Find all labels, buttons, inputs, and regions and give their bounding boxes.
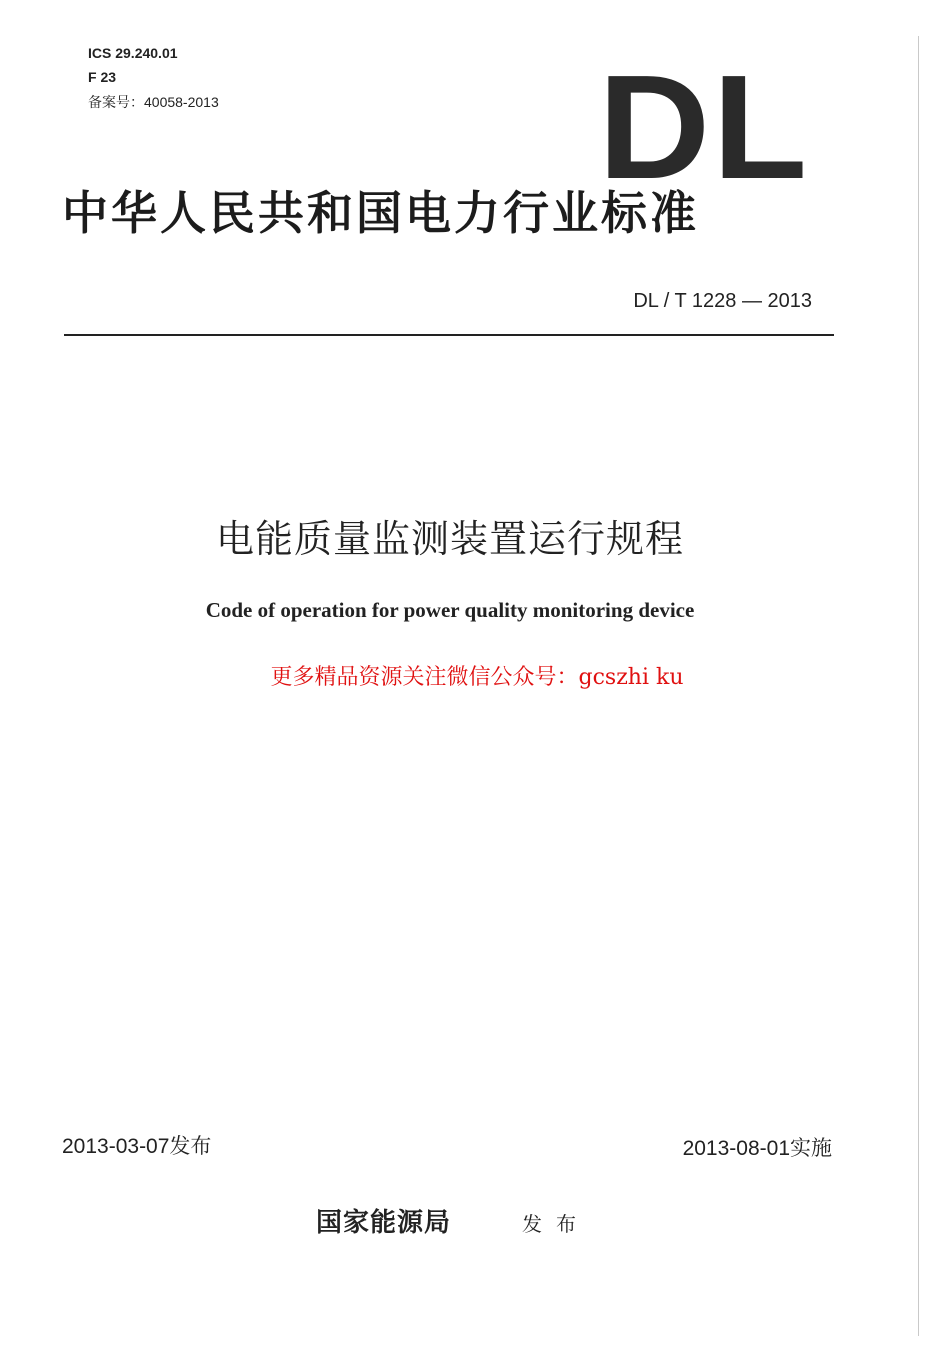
document-title-chinese: 电能质量监测装置运行规程 [215, 519, 684, 561]
standard-number: DL / T 1228 — 2013 [633, 290, 812, 312]
classification-code: F 23 [88, 69, 117, 85]
header-divider [64, 334, 834, 336]
document-title-english: Code of operation for power quality monitoring device [205, 598, 695, 622]
dl-logo: DL [598, 45, 810, 210]
publisher-name: 国家能源局 [316, 1207, 452, 1237]
issue-date: 2013-03-07发布 [62, 1135, 212, 1158]
record-number: 备案号：40058-2013 [88, 94, 219, 110]
promo-watermark-text: 更多精品资源关注微信公众号：gcszhi ku [270, 665, 684, 690]
ics-code: ICS 29.240.01 [88, 45, 178, 61]
publish-label: 发布 [522, 1214, 590, 1236]
implementation-date: 2013-08-01实施 [682, 1137, 832, 1160]
page-edge-line [918, 36, 919, 1336]
standard-title: 中华人民共和国电力行业标准 [62, 186, 699, 240]
